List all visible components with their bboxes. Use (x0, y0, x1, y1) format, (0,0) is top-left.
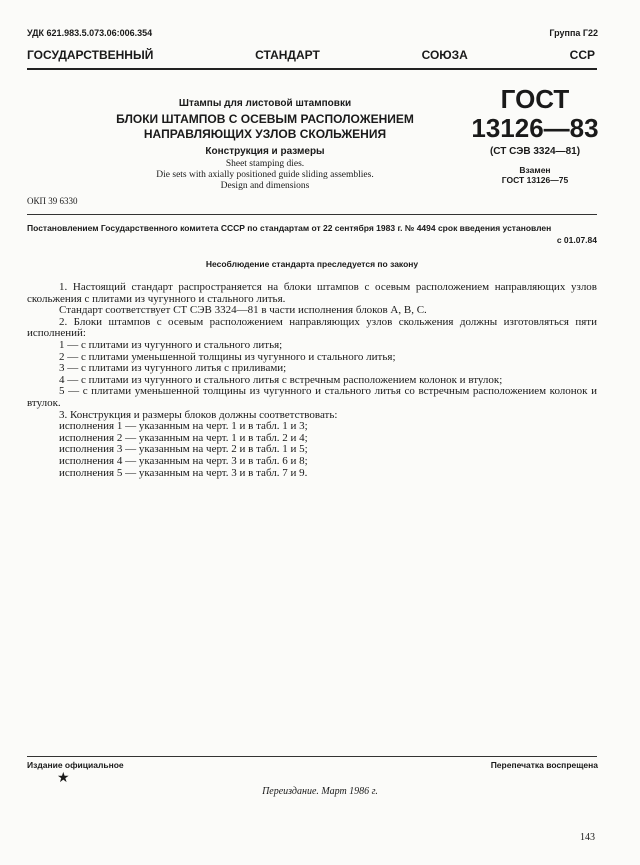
udk-code: УДК 621.983.5.073.06:006.354 (27, 28, 153, 38)
page-number: 143 (580, 832, 595, 843)
okp-code: ОКП 39 6330 (27, 196, 78, 206)
legal-warning: Несоблюдение стандарта преследуется по закону (205, 259, 419, 269)
replaced-standard: ГОСТ 13126—75 (501, 175, 569, 185)
paragraph-2: 2. Блоки штампов с осевым расположением направляющих узлов скольжения должны изготовляться пяти исполнений: (27, 315, 597, 340)
title-block (95, 98, 435, 192)
decree-text: Постановлением Государственного комитета СССР по стандартам от 22 сентября 1983 г. № 4494 срок введения установлен (27, 223, 552, 233)
footer-divider (27, 756, 597, 757)
star-icon: ★ (57, 771, 70, 786)
gost-number: 13126—83 (471, 113, 599, 143)
execution-4: 4 — с плитами из чугунного и стального литья с встречным расположением колонок и втулок; (59, 373, 503, 386)
paragraph-3: 3. Конструкция и размеры блоков должны соответствовать: (59, 408, 338, 421)
requirement-5: исполнения 5 — указанным на черт. 3 и в табл. 7 и 9. (59, 466, 308, 479)
main-title-line-2: НАПРАВЛЯЮЩИХ УЗЛОВ СКОЛЬЖЕНИЯ (143, 127, 387, 141)
subtitle: Конструкция и размеры (205, 146, 325, 157)
execution-2: 2 — с плитами уменьшенной толщины из чугунного и стального литья; (59, 350, 396, 363)
gost-word: ГОСТ (500, 84, 570, 114)
st-sev-reference: (СТ СЭВ 3324—81) (489, 146, 581, 157)
decree-divider (27, 214, 597, 215)
english-title (95, 159, 435, 192)
state-standard-banner: ГОСУДАРСТВЕННЫЙ СТАНДАРТ СОЮЗА ССР (27, 48, 595, 62)
main-title-line-1: БЛОКИ ШТАМПОВ С ОСЕВЫМ РАСПОЛОЖЕНИЕМ (116, 112, 414, 126)
english-title-line-1: Sheet stamping dies. (225, 159, 305, 169)
requirement-4: исполнения 4 — указанным на черт. 3 и в табл. 6 и 8; (59, 454, 308, 467)
gost-designation (470, 85, 600, 185)
english-title-line-2: Die sets with axially positioned guide sliding assemblies. (156, 170, 374, 180)
paragraph-compliance: Стандарт соответствует СТ СЭВ 3324—81 в части исполнения блоков А, В, С. (59, 304, 427, 317)
official-publication-label: Издание официальное (27, 760, 124, 770)
execution-3: 3 — с плитами из чугунного литья с приливами; (59, 362, 287, 375)
header-divider (27, 68, 597, 70)
execution-5: 5 — с плитами уменьшенной толщины из чугунного и стального литья со встречным расположением колонок и втулок. (27, 385, 597, 409)
series-title: Штампы для листовой штамповки (178, 98, 352, 109)
english-title-line-3: Design and dimensions (220, 181, 310, 191)
group-code: Группа Г22 (549, 28, 598, 38)
instead-label: Взамен (519, 165, 551, 175)
decree-paragraph (27, 222, 597, 246)
execution-1: 1 — с плитами из чугунного и стального литья; (59, 338, 283, 351)
requirement-1: исполнения 1 — указанным на черт. 1 и в табл. 1 и 3; (59, 420, 308, 433)
reissue-note: Переиздание. Март 1986 г. (262, 786, 378, 797)
paragraph-1: 1. Настоящий стандарт распространяется на блоки штампов с осевым расположением направляющих узлов скольжения с плитами из чугунного и стального литья. (27, 281, 597, 305)
requirement-2: исполнения 2 — указанным на черт. 1 и в табл. 2 и 4; (59, 431, 308, 444)
reprint-prohibited-label: Перепечатка воспрещена (490, 760, 598, 770)
decree-date: с 01.07.84 (556, 235, 597, 245)
requirement-3: исполнения 3 — указанным на черт. 2 и в табл. 1 и 5; (59, 443, 308, 456)
document-body (27, 282, 597, 479)
